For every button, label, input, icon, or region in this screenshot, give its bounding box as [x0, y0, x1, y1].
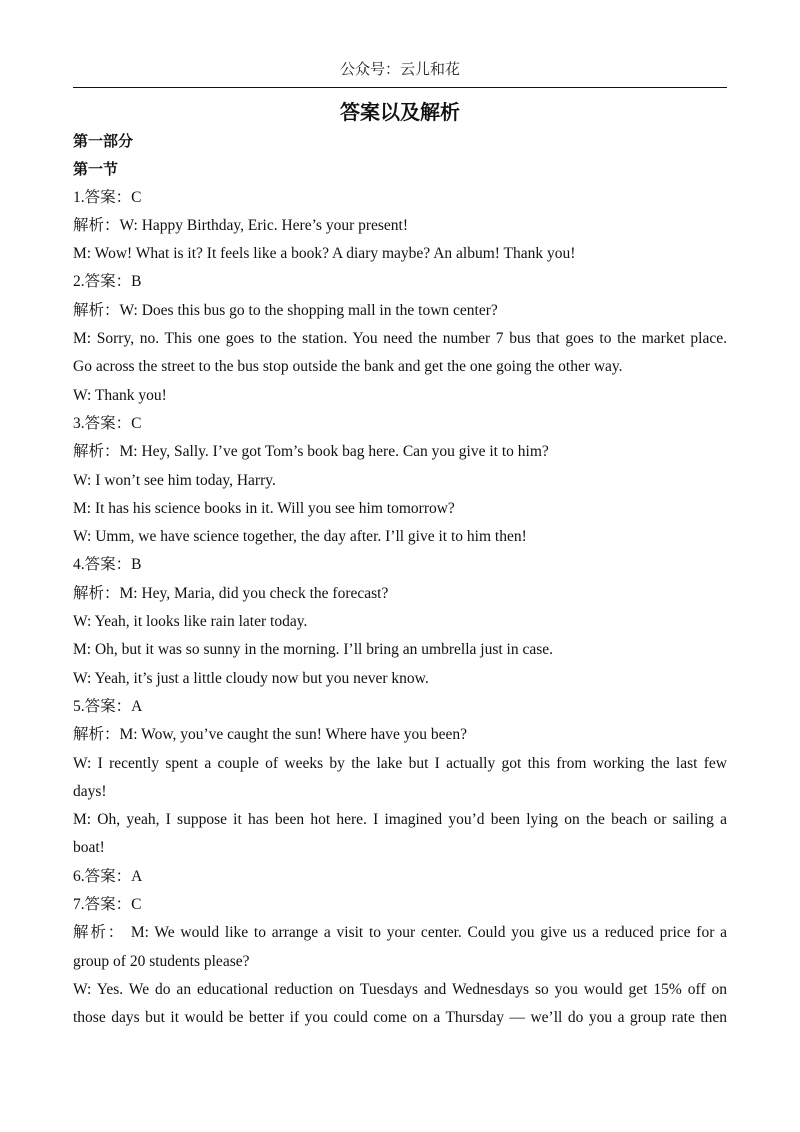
text-line: 4.答案：B [73, 556, 142, 574]
text-line: 7.答案：C [73, 896, 142, 914]
text-line: W: I won’t see him today, Harry. [73, 471, 276, 489]
text-line: 解析：M: Hey, Maria, did you check the forecast? [73, 584, 389, 602]
text-line: group of 20 students please? [73, 952, 250, 970]
page-header: 公众号：云儿和花 [339, 60, 460, 78]
text-line: 解析：M: Hey, Sally. I’ve got Tom’s book bag here. Can you give it to him? [73, 443, 549, 461]
text-line: 2.答案：B [73, 273, 142, 291]
section-heading: 第一节 [73, 160, 119, 179]
text-line: 3.答案：C [73, 414, 142, 432]
text-line: M: It has his science books in it. Will you see him tomorrow? [73, 499, 455, 517]
text-line: 1.答案：C [73, 188, 142, 206]
text-line: 6.答案：A [73, 867, 143, 885]
text-line: 5.答案：A [73, 697, 143, 715]
text-line: 解析：W: Does this bus go to the shopping mall in the town center? [73, 301, 498, 319]
text-line: boat! [73, 839, 105, 857]
text-line: 解析：M: Wow, you’ve caught the sun! Where have you been? [73, 726, 468, 744]
document-body [73, 127, 727, 1033]
text-line: W: Yes. We do an educational reduction on Tuesdays and Wednesdays so you would get 15% off on [73, 980, 727, 998]
header-divider [73, 87, 727, 88]
section-heading: 第一部分 [73, 132, 134, 150]
text-line: those days but it would be better if you could come on a Thursday — we’ll do you a group rate then [73, 1009, 727, 1027]
text-line: M: Oh, yeah, I suppose it has been hot here. I imagined you’d been lying on the beach or sailing a [73, 811, 727, 829]
text-line: W: Umm, we have science together, the day after. I’ll give it to him then! [73, 528, 527, 546]
text-line: 解析： M: We would like to arrange a visit to your center. Could you give us a reduced price for a [73, 924, 727, 942]
text-line: days! [73, 782, 107, 800]
text-line: W: Thank you! [73, 386, 167, 404]
text-line: M: Wow! What is it? It feels like a book? A diary maybe? An album! Thank you! [73, 245, 576, 263]
text-line: W: Yeah, it’s just a little cloudy now but you never know. [73, 669, 429, 687]
text-line: Go across the street to the bus stop outside the bank and get the one going the other way. [73, 358, 623, 376]
text-line: M: Sorry, no. This one goes to the station. You need the number 7 bus that goes to the market place. [73, 330, 727, 348]
text-line: 解析：W: Happy Birthday, Eric. Here’s your present! [73, 216, 409, 234]
page-title: 答案以及解析 [340, 100, 460, 124]
text-line: W: I recently spent a couple of weeks by the lake but I actually got this from working the last few [73, 754, 727, 772]
text-line: W: Yeah, it looks like rain later today. [73, 613, 308, 631]
text-line: M: Oh, but it was so sunny in the morning. I’ll bring an umbrella just in case. [73, 641, 554, 659]
